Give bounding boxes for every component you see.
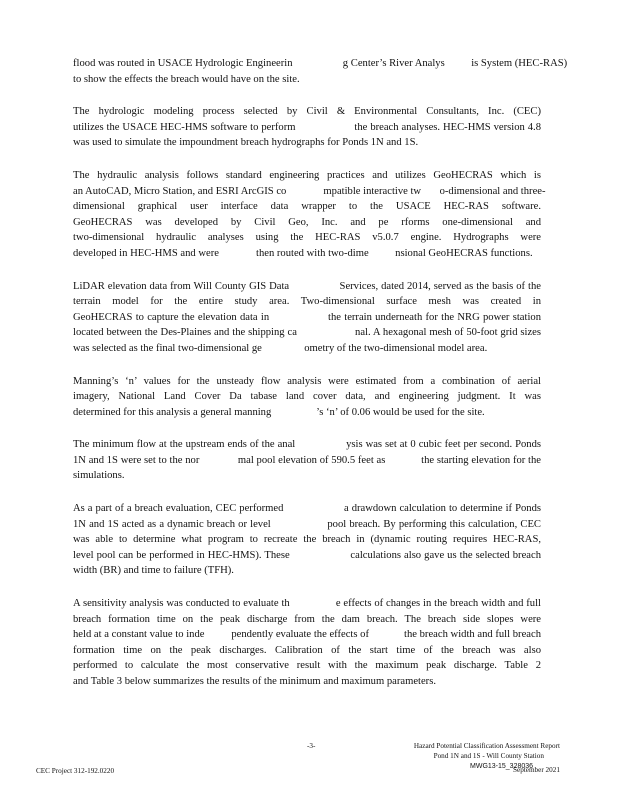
text-line: 1N and 1S were set to the nor mal pool elevation of 590.5 feet as the starting elevation for the xyxy=(73,454,541,466)
project-number: CEC Project 312-192.0220 xyxy=(36,767,115,775)
text-line: an AutoCAD, Micro Station, and ESRI ArcGIS co mpatible interactive tw o-dimensional and three- xyxy=(73,185,546,197)
text-line: simulations. xyxy=(73,470,125,482)
document-code: MWG13-15_328036 xyxy=(470,763,534,770)
paragraph xyxy=(73,104,541,151)
text-line: 1N and 1S acted as a dynamic breach or level pool breach. By performing this calculation, CEC xyxy=(73,518,541,530)
paragraph xyxy=(73,501,541,579)
text-line: was able to determine what program to recreate the breach in (dynamic routing requires HEC-RAS, xyxy=(73,534,541,546)
text-line: The hydraulic analysis follows standard engineering practices and utilizes GeoHECRAS which is xyxy=(73,169,541,181)
text-line: GeoHECRAS was developed by Civil Geo, Inc. and pe rforms one-dimensional and xyxy=(73,216,541,228)
paragraph xyxy=(73,279,541,357)
paragraph xyxy=(73,374,541,421)
paragraph xyxy=(73,168,546,262)
report-date: September 2021 xyxy=(513,766,560,774)
text-line: imagery, National Land Cover Da tabase land cover data, and engineering judgment. It was xyxy=(73,391,541,403)
paragraph xyxy=(73,56,568,87)
text-line: LiDAR elevation data from Will County GIS Data Services, dated 2014, served as the basis of the xyxy=(73,280,541,292)
text-line: breach formation time on the peak discharge from the dam breach. The breach side slopes were xyxy=(73,613,541,625)
text-line: GeoHECRAS to capture the elevation data in the terrain underneath for the NRG power station xyxy=(73,311,541,323)
text-line: held at a constant value to inde pendently evaluate the effects of the breach width and full breach xyxy=(73,629,541,641)
report-title: Hazard Potential Classification Assessment Report xyxy=(413,742,560,750)
text-line: developed in HEC-HMS and were then routed with two-dime nsional GeoHECRAS functions. xyxy=(73,247,533,259)
text-line: to show the effects the breach would have on the site. xyxy=(73,73,300,85)
site-name: Pond 1N and 1S - Will County Station xyxy=(433,752,544,760)
text-line: Manning’s ‘n’ values for the unsteady flow analysis were estimated from a combination of aerial xyxy=(73,375,541,387)
paragraph xyxy=(73,596,541,690)
text-line: width (BR) and time to failure (TFH). xyxy=(73,565,234,577)
body-text xyxy=(73,56,568,707)
page-footer xyxy=(0,736,618,786)
text-line: was used to simulate the impoundment breach hydrographs for Ponds 1N and 1S. xyxy=(73,137,419,149)
page-number: -3- xyxy=(307,742,316,750)
text-line: level pool can be performed in HEC-HMS). These calculations also gave us the selected breach xyxy=(73,549,541,561)
text-line: terrain model for the entire study area. Two-dimensional surface mesh was created in xyxy=(73,296,541,308)
text-line: utilizes the USACE HEC-HMS software to perform the breach analyses. HEC-HMS version 4.8 xyxy=(73,121,541,133)
text-line: The hydrologic modeling process selected by Civil & Environmental Consultants, Inc. (CEC) xyxy=(73,106,541,118)
text-line: flood was routed in USACE Hydrologic Engineerin g Center’s River Analys is System (HEC-RAS) xyxy=(73,58,568,69)
paragraph xyxy=(73,437,541,484)
text-line: determined for this analysis a general manning ’s ‘n’ of 0.06 would be used for the site. xyxy=(73,406,485,418)
text-line: located between the Des-Plaines and the shipping ca nal. A hexagonal mesh of 50-foot grid sizes xyxy=(73,327,541,339)
text-line: performed to calculate the most conservative result with the maximum peak discharge. Table 2 xyxy=(73,660,541,672)
text-line: was selected as the final two-dimensional ge ometry of the two-dimensional model area. xyxy=(73,342,488,354)
text-line: and Table 3 below summarizes the results of the minimum and maximum parameters. xyxy=(73,676,436,687)
text-line: A sensitivity analysis was conducted to evaluate th e effects of changes in the breach width and full xyxy=(73,598,541,610)
text-line: The minimum flow at the upstream ends of the anal ysis was set at 0 cubic feet per second. Ponds xyxy=(73,439,541,451)
text-line: As a part of a breach evaluation, CEC performed a drawdown calculation to determine if Ponds xyxy=(73,503,541,515)
text-line: formation time on the peak discharges. Calibration of the start time of the breach was also xyxy=(73,644,541,656)
text-line: dimensional graphical user interface data wrapper to the USACE HEC-RAS software. xyxy=(73,201,541,213)
text-line: two-dimensional hydraulic analyses using the HEC-RAS v5.0.7 engine. Hydrographs were xyxy=(73,232,541,244)
